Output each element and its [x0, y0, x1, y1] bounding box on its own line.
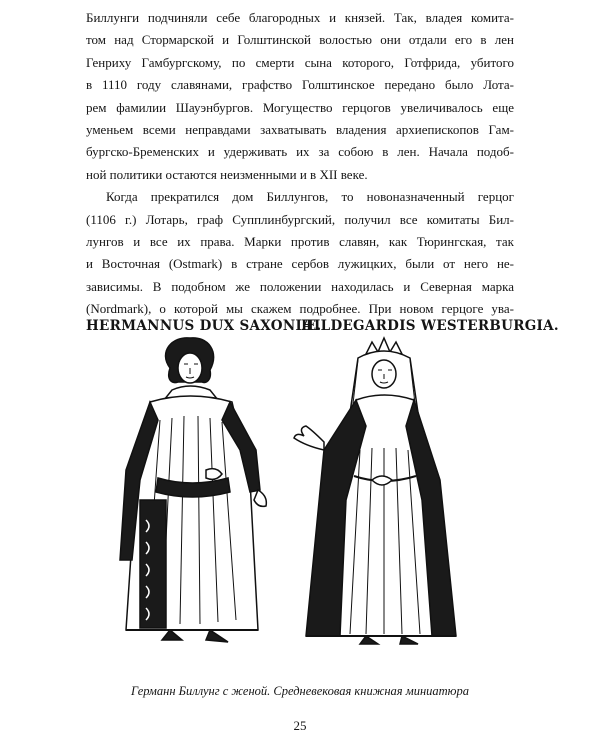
text-line: уменьем всеми неправдами захватывать владения архиепископов Гам- — [86, 122, 514, 138]
figure-caption: Германн Биллунг с женой. Средневековая книжная миниатюра — [130, 684, 469, 698]
man-figure — [120, 338, 266, 642]
text-line: (Nordmark), о которой мы скажем подробнее. При новом герцоге ува- — [86, 301, 514, 317]
paragraph-2 — [86, 186, 514, 320]
text-line: Когда прекратился дом Биллунгов, то новоназначенный герцог — [106, 189, 514, 205]
text-line: ной политики остаются неизменными и в XII веке. — [86, 166, 368, 182]
text-line: зависимы. В подобном же положении находилась и Северная марка — [86, 278, 514, 294]
text-line: лунгов и все их права. Марки против славян, как Тюрингская, так — [86, 234, 514, 250]
text-line: Биллунги подчиняли себе благородных и князей. Так, владея комита- — [86, 10, 514, 25]
left-figure-label: HERMANNUS DUX SAXONIÆ. — [86, 318, 322, 334]
woman-figure — [294, 338, 456, 644]
main-text — [86, 7, 514, 321]
text-line: том над Стормарской и Голштинской волостью они отдали его в лен — [86, 32, 514, 48]
text-line: и Восточная (Ostmark) в стране сербов лужицких, были от него не- — [86, 256, 514, 272]
text-line: в 1110 году славянами, графство Голштинское передано было Лота- — [86, 77, 514, 93]
page-number: 25 — [293, 718, 307, 733]
text-line: (1106 г.) Лотарь, граф Супплинбургский, получил все комитаты Бил- — [86, 211, 514, 227]
paragraph-1 — [86, 7, 514, 186]
right-figure-label: HILDEGARDIS WESTERBURGIA. — [301, 318, 559, 334]
text-line: рем фамилии Шауэнбургов. Могущество герцогов увеличивалось еще — [86, 99, 514, 115]
text-line: бургско-Бременских и удерживать их за собою в лен. Начала подоб- — [86, 144, 514, 160]
text-line: Генриху Гамбургскому, по смерти сына которого, Готфрида, убитого — [86, 54, 514, 70]
woodcut-illustration — [110, 330, 490, 670]
